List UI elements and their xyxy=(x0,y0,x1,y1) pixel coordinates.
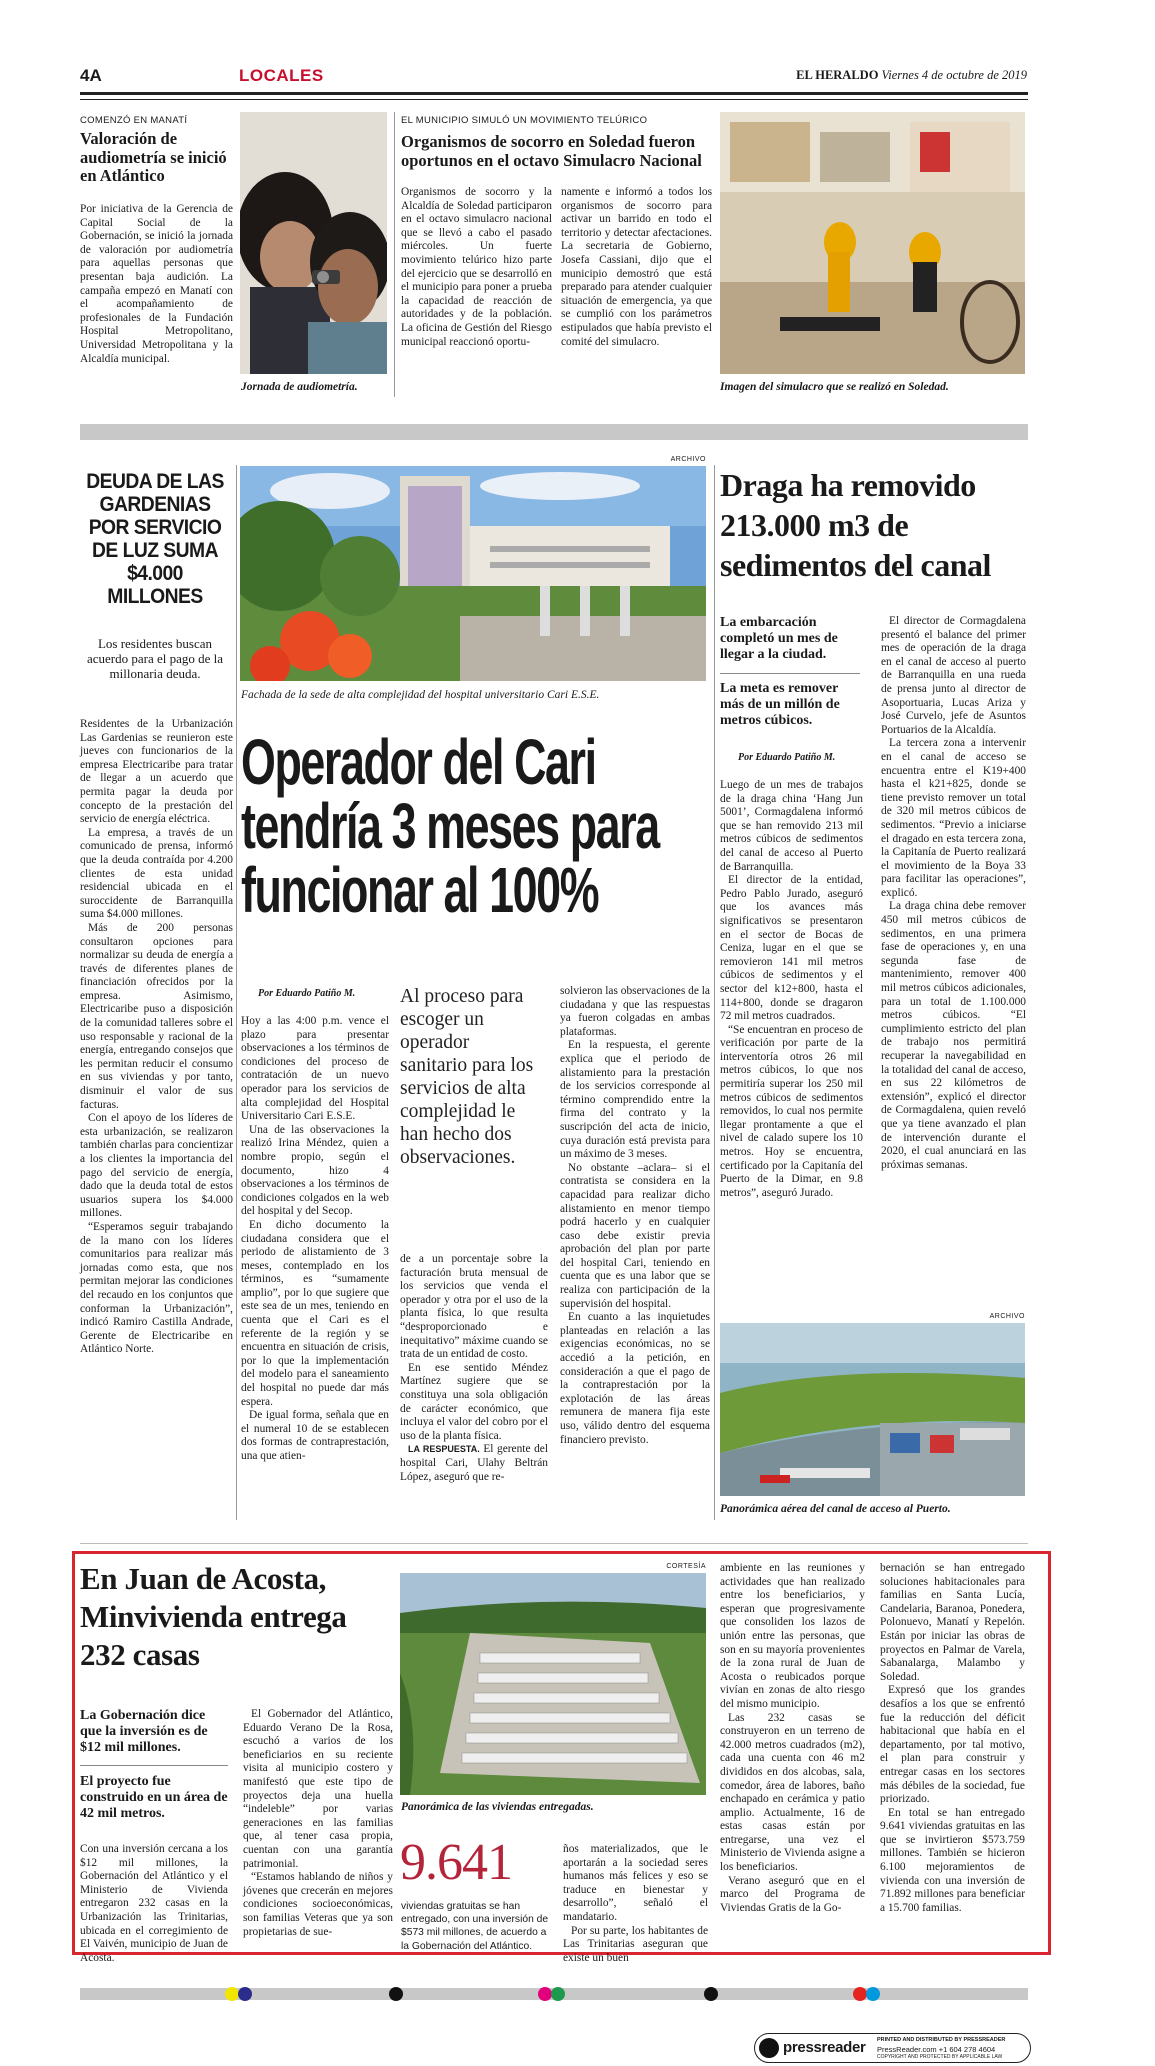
simulacro-photo xyxy=(720,112,1025,374)
draga-deck-1: La embarcación completó un mes de llegar a la ciudad. xyxy=(720,615,838,662)
pressreader-line-1: PRINTED AND DISTRIBUTED BY PRESSREADER xyxy=(877,2037,1006,2043)
juan-photo-credit: CORTESÍA xyxy=(666,1563,706,1570)
juan-paragraph: “Estamos hablando de niños y jóvenes que crecerán en mejores condiciones socioeconómicas, son familias Veteras que ya son propietarias de sue- xyxy=(243,1871,393,1938)
draga-deck-2: La meta es remover más de un millón de metros cúbicos. xyxy=(720,681,840,728)
draga-paragraph: El director de la entidad, Pedro Pablo Jurado, aseguró que los avances más significativos se presentaron en el sector de Bocas de Ceniza, lugar en el que se removieron 141 mil metros cúbicos de sedimentos y el sector del k12+800, hasta el 114+800, donde se dragaron 72 mil metros cuadrados. xyxy=(720,874,863,1023)
pressreader-line-2: PressReader.com +1 604 278 4604 xyxy=(877,2045,996,2054)
audiometria-photo xyxy=(240,112,387,374)
cari-paragraph: En ese sentido Méndez Martínez sugiere que se constituya una sola obligación de carácter económico, que incluya el valor del cobro por el uso de la planta física. xyxy=(400,1361,548,1442)
section-label: LOCALES xyxy=(239,66,324,85)
draga-headline: Draga ha removido 213.000 m3 de sedimentos del canal xyxy=(720,467,991,583)
draga-byline: Por Eduardo Patiño M. xyxy=(738,752,836,763)
masthead-rule xyxy=(80,92,1028,95)
audiometria-title: Valoración de audiometría se inició en Atlántico xyxy=(80,129,227,185)
registration-dot-yellow xyxy=(225,1987,239,2001)
cari-paragraph: No obstante –aclara– si el contratista se considera en la capacidad para realizar dicho alistamiento en menor tiempo podrá hacerlo y en cualquier caso debe existir previa aprobación del plan por parte del hospital Cari, teniendo en cuenta que es una labor que se realiza con participación de la supervisión del hospital. xyxy=(560,1161,710,1310)
draga-body-col1 xyxy=(720,779,863,1200)
cari-body-col3 xyxy=(560,985,710,1447)
page-number: 4A xyxy=(80,66,102,85)
registration-dot-blue xyxy=(238,1987,252,2001)
juan-paragraph: Por su parte, los habitantes de Las Trinitarias aseguran que existe un buen xyxy=(563,1924,708,1964)
draga-paragraph: El director de Cormagdalena presentó el balance del primer mes de operación de la draga en el canal de acceso al puerto de Barranquilla en una rueda de prensa junto al director de Asoportuaria, Lucas Ariza y José Curvelo, jefe de Asuntos Portuarios de la Alcaldía. xyxy=(881,615,1026,736)
draga-photo xyxy=(720,1323,1025,1496)
juan-deck-1: La Gobernación dice que la inversión es de $12 mil millones. xyxy=(80,1708,208,1755)
pressreader-line-3: COPYRIGHT AND PROTECTED BY APPLICABLE LAW xyxy=(877,2054,1003,2060)
gardenias-body xyxy=(80,718,233,1357)
draga-paragraph: La draga china debe remover 450 mil metros cúbicos de sedimentos, en una primera fase de operaciones y, en una segunda fase de mantenimiento, remover 400 mil metros cúbicos adicionales, para un total de 1.100.000 metros cúbicos. “El cumplimiento estricto del plan de trabajo nos permitirá recuperar la navegabilidad en la totalidad del canal de acceso, en sus 22 kilómetros de extensión”, explicó el director de Cormagdalena, quien reveló que ya tiene avanzado el plan de intervención durante el 2020, el cual anunciará en las próximas semanas. xyxy=(881,900,1026,1171)
simulacro-title: Organismos de socorro en Soledad fueron oportunos en el octavo Simulacro Nacional xyxy=(401,132,702,170)
juan-paragraph: Con una inversión cercana a los $12 mil millones, la Gobernación del Atlántico y el Ministerio de Vivienda entregaron 232 casas en la Urbanización las Trinitarias, ubicada en el corregimiento de El Vaivén, municipio de Juan de Acosta. xyxy=(80,1843,228,1964)
juan-body-col3 xyxy=(563,1843,708,1965)
draga-paragraph: Luego de un mes de trabajos de la draga china ‘Hang Jun 5001’, Cormagdalena informó que se han removido 213 mil metros cúbicos de sedimentos del canal de acceso al Puerto de Barranquilla. xyxy=(720,779,863,873)
juan-paragraph: Las 232 casas se construyeron en un terreno de 42.000 metros cuadrados (m2), cada una cuenta con 46 m2 divididos en dos alcobas, sala, comedor, área de labores, baño enchapado en cerámica y patio amplio. Actualmente, 16 de estas casas están por entregarse, una vez el Ministerio de Vivienda asigne a los beneficiarios. xyxy=(720,1711,865,1874)
simulacro-kicker: EL MUNICIPIO SIMULÓ UN MOVIMIENTO TELÚRICO xyxy=(401,115,648,126)
cari-paragraph: Una de las observaciones la realizó Irina Méndez, quien a nombre propio, según el documento, hizo 4 observaciones a los términos de condiciones colgados en la web del hospital y del Secop. xyxy=(241,1123,389,1218)
juan-photo xyxy=(400,1573,706,1795)
juan-bignum-text: viviendas gratuitas se han entregado, con una inversión de $573 mil millones, de acuerdo a la Gobernación del Atlántico. xyxy=(401,1901,549,1952)
juan-paragraph: ambiente en las reuniones y actividades que han realizado entre los beneficiarios, y esperan que progresivamente que consoliden los lazos de unión entre las personas, que son en su mayoría provenientes de la zona rural de Juan de Acosta o reubicados porque vivían en zonas de alto riesgo del mismo municipio. xyxy=(720,1562,865,1710)
juan-bignum: 9.641 xyxy=(400,1834,512,1891)
registration-dot-black xyxy=(704,1987,718,2001)
gardenias-paragraph: Más de 200 personas consultaron opciones para normalizar su deuda de energía a través de diferentes planes de financiación ofrecidos por la empresa. Asimismo, Electricaribe puso a disposición de la comunidad talleres sobre el uso responsable y racional de la energía, entregando consejos que les permitan reducir el consumo en sus viviendas y por tanto, disminuir el valor de sus facturas. xyxy=(80,921,233,1111)
section-separator xyxy=(80,424,1028,440)
juan-headline: En Juan de Acosta, Minvivienda entrega 232 casas xyxy=(80,1561,347,1672)
cari-photo-credit: ARCHIVO xyxy=(670,456,706,463)
pressreader-badge xyxy=(754,2033,1031,2063)
cari-byline: Por Eduardo Patiño M. xyxy=(258,988,356,999)
deck-rule xyxy=(80,1765,228,1766)
simulacro-paragraph-2: namente e informó a todos los organismos de socorro para activar un barrido en todo el territorio y detectar afectaciones. La secretaria de Gobierno, Josefa Cassiani, dijo que el municipio demostró que está preparado para atender cualquier situación de emergencia, ya que se cumplió con los parámetros estipulados que había previsto el comité del simulacro. xyxy=(561,186,712,348)
cari-paragraph: En dicho documento la ciudadana considera que el periodo de alistamiento de 3 meses, contemplado en los términos, es “sumamente amplio”, por lo que sugiere que este sea de un mes, teniendo en cuenta que el Cari es el referente de la región y se encuentra en situación de crisis, por lo que la implementación del modelo para el saneamiento del hospital no puede dar más espera. xyxy=(241,1218,389,1408)
gardenias-title: DEUDA DE LAS GARDENIAS POR SERVICIO DE LUZ SUMA $4.000 MILLONES xyxy=(86,470,224,608)
draga-caption: Panorámica aérea del canal de acceso al Puerto. xyxy=(720,1503,951,1515)
column-divider xyxy=(394,112,395,397)
audiometria-body xyxy=(80,203,233,366)
column-divider xyxy=(236,465,237,1520)
juan-paragraph: bernación se han entregado soluciones habitacionales para familias en Santa Lucía, Candelaria, Baranoa, Ponedera, Polonuevo, Manatí y Repelón. Están por iniciar las obras de proyectos en Palmar de Varela, Sabanalarga, Malambo y Soledad. xyxy=(880,1562,1025,1683)
pressreader-logo-icon xyxy=(759,2038,779,2058)
registration-dot-red xyxy=(853,1987,867,2001)
cari-paragraph: De igual forma, señala que en el numeral 10 de se establecen dos formas de contraprestación, una que atien- xyxy=(241,1409,389,1462)
registration-dot-black xyxy=(389,1987,403,2001)
registration-dot-cyan xyxy=(866,1987,880,2001)
juan-body-col1 xyxy=(80,1843,228,1965)
cari-subhead-text: El gerente del hospital Cari, Ulahy Beltrán López, aseguró que re- xyxy=(400,1443,548,1483)
simulacro-body-col2 xyxy=(561,186,712,349)
cari-paragraph: En cuanto a las inquietudes planteadas en relación a las exigencias económicas, no se accedió a la petición, en consideración a que el pago de la contraprestación por la explotación de las áreas remunera de manera fija este uso, válido dentro del esquema financiero previsto. xyxy=(560,1311,710,1446)
juan-caption: Panorámica de las viviendas entregadas. xyxy=(401,1801,594,1813)
juan-paragraph: El Gobernador del Atlántico, Eduardo Verano De la Rosa, escuchó a varios de los beneficiarios en su reciente visita al municipio costero y manifestó que este tipo de proyectos deja una huella “indeleble” por varias generaciones en las familias que, al tener casa propia, cuentan con una garantía patrimonial. xyxy=(243,1708,393,1870)
juan-paragraph: Verano aseguró que en el marco del Programa de Viviendas Gratis de la Go- xyxy=(720,1874,865,1914)
paper-name: EL HERALDO xyxy=(796,68,879,82)
juan-paragraph: En total se han entregado 9.641 viviendas gratuitas en las que se invirtieron $573.759 millones. También se hicieron 6.100 mejoramientos de vivienda con una inversión de 71.892 millones para beneficiar a 15.700 familias. xyxy=(880,1806,1025,1914)
juan-paragraph: ños materializados, que le aportarán a la sociedad seres humanos más felices y eso se traduce en bienestar y desarrollo”, señaló el mandatario. xyxy=(563,1843,708,1923)
cari-pullquote: Al proceso para escoger un operador sanitario para los servicios de alta complejidad le han hecho dos observaciones. xyxy=(400,986,534,1168)
draga-paragraph: “Se encuentran en proceso de verificación por parte de la interventoría otros 26 mil metros cúbicos, lo que nos permitiría superar los 250 mil metros cúbicos de sedimentos removidos, lo cual nos permite llegar prontamente a que el nivel de calado supere los 10 metros. Hoy se encuentra, certificado por la Capitanía del Puerto de la Dimar, en 9.8 metros”, aseguró Jurado. xyxy=(720,1023,863,1199)
masthead-right xyxy=(796,68,1027,83)
gardenias-deck: Los residentes buscan acuerdo para el pago de la millonaria deuda. xyxy=(86,636,224,681)
draga-photo-credit: ARCHIVO xyxy=(989,1313,1025,1320)
pressreader-brand: pressreader xyxy=(783,2039,866,2056)
deck-rule xyxy=(720,673,860,674)
juan-body-col2 xyxy=(243,1708,393,1939)
registration-dot-green xyxy=(551,1987,565,2001)
gardenias-paragraph: La empresa, a través de un comunicado de prensa, informó que la deuda contraída por 4.200 clientes de esta unidad residencial ubicada en el suroccidente de Barranquilla suma $4.000 millones. xyxy=(80,826,233,921)
issue-date: Viernes 4 de octubre de 2019 xyxy=(881,68,1027,82)
cari-headline-box xyxy=(241,730,711,930)
gardenias-paragraph: Residentes de la Urbanización Las Gardenias se reunieron este jueves con funcionarios de la empresa Electricaribe para tratar de llegar a un acuerdo que permita pagar la deuda por concepto de la prestación del servicio de energía eléctrica. xyxy=(80,718,233,826)
simulacro-caption: Imagen del simulacro que se realizó en Soledad. xyxy=(720,381,949,393)
simulacro-paragraph-1: Organismos de socorro y la Alcaldía de Soledad participaron en el octavo simulacro nacional que se llevó a cabo el pasado miércoles. Un fuerte movimiento telúrico hizo parte del ejercicio que se desarrolló en el municipio para poner a prueba la capacidad de reacción de autoridades y de la población. La oficina de Gestión del Riesgo municipal reaccionó oportu- xyxy=(401,186,552,348)
draga-body-col2 xyxy=(881,615,1026,1172)
juan-body-col5 xyxy=(880,1562,1025,1915)
registration-dot-magenta xyxy=(538,1987,552,2001)
cari-paragraph xyxy=(400,1443,548,1484)
cari-photo xyxy=(240,466,706,681)
cari-paragraph: En la respuesta, el gerente explica que el periodo de alistamiento para la prestación de los servicios corresponde al término comprendido entre la firma del contrato y la suscripción del acta de inicio, cuya duración está prevista para un máximo de 3 meses. xyxy=(560,1039,710,1161)
gardenias-block xyxy=(80,470,230,681)
simulacro-body-col1 xyxy=(401,186,552,349)
cari-paragraph: de a un porcentaje sobre la facturación bruta mensual de los servicios que venda el operador y otra por el uso de la planta física, lo que resulta “desproporcionado e inequitativo” máxime cuando se trata de un entidad de costo. xyxy=(400,1253,548,1361)
cari-caption: Fachada de la sede de alta complejidad del hospital universitario Cari E.S.E. xyxy=(241,689,600,701)
gardenias-paragraph: “Esperamos seguir trabajando de la mano con los líderes comunitarios para realizar más jornadas como esta, que nos permitan mejorar las condiciones del recaudo en los conjuntos que conforman la Urbanización”, indicó Ramiro Castilla Andrade, Gerente de Electricaribe en Atlántico Norte. xyxy=(80,1220,233,1356)
cari-paragraph: solvieron las observaciones de la ciudadana y que las respuestas ya fueron colgadas en ambas plataformas. xyxy=(560,985,710,1038)
draga-paragraph: La tercera zona a intervenir en el canal de acceso se encuentra entre el K19+400 hasta el k21+825, donde se tiene previsto remover un total de 320 mil metros cúbicos de sedimentos. “Previo a iniciarse el dragado en esta tercera zona, la Capitanía de Puerto realizará el movimiento de la Boya 33 para facilitar las operaciones”, explicó. xyxy=(881,737,1026,899)
section-rule xyxy=(80,1543,1028,1544)
audiometria-paragraph: Por iniciativa de la Gerencia de Capital Social de la Gobernación, se inició la jornada de valoración por audiometría para aquellas personas que presentan baja audición. La campaña empezó en Manatí con el acompañamiento de profesionales de la Fundación Hospital Metropolitano, Universidad Metropolitana y la Alcaldía municipal. xyxy=(80,203,233,365)
cari-headline: Operador del Cari tendría 3 meses para funcionar al 100% xyxy=(241,730,659,926)
cari-body-col2 xyxy=(400,1253,548,1484)
audiometria-caption: Jornada de audiometría. xyxy=(241,381,358,393)
juan-deck-2: El proyecto fue construido en un área de 42 mil metros. xyxy=(80,1774,228,1821)
audiometria-kicker: COMENZÓ EN MANATÍ xyxy=(80,115,188,126)
juan-paragraph: Expresó que los grandes desafíos a los que se enfrentó fue la reducción del déficit habitacional que había en el departamento, por tal motivo, el plan para construir y entregar casas en los sectores más débiles de la sociedad, fue priorizado. xyxy=(880,1684,1025,1806)
cari-paragraph: Hoy a las 4:00 p.m. vence el plazo para presentar observaciones a los términos de condiciones del proceso de contratación de un nuevo operador para los servicios de alta complejidad del Hospital Universitario Cari E.S.E. xyxy=(241,1015,389,1123)
cari-subhead: LA RESPUESTA. xyxy=(408,1444,480,1455)
column-divider xyxy=(714,465,715,1520)
juan-body-col4 xyxy=(720,1562,865,1915)
masthead-rule-thin xyxy=(80,99,1028,100)
gardenias-paragraph: Con el apoyo de los líderes de esta urbanización, se realizaron también charlas para concientizar a los clientes la importancia del pago del servicio de energía, dado que la deuda total de estos usuarios supera los $4.000 millones. xyxy=(80,1112,233,1220)
cari-body-col1 xyxy=(241,1015,389,1464)
